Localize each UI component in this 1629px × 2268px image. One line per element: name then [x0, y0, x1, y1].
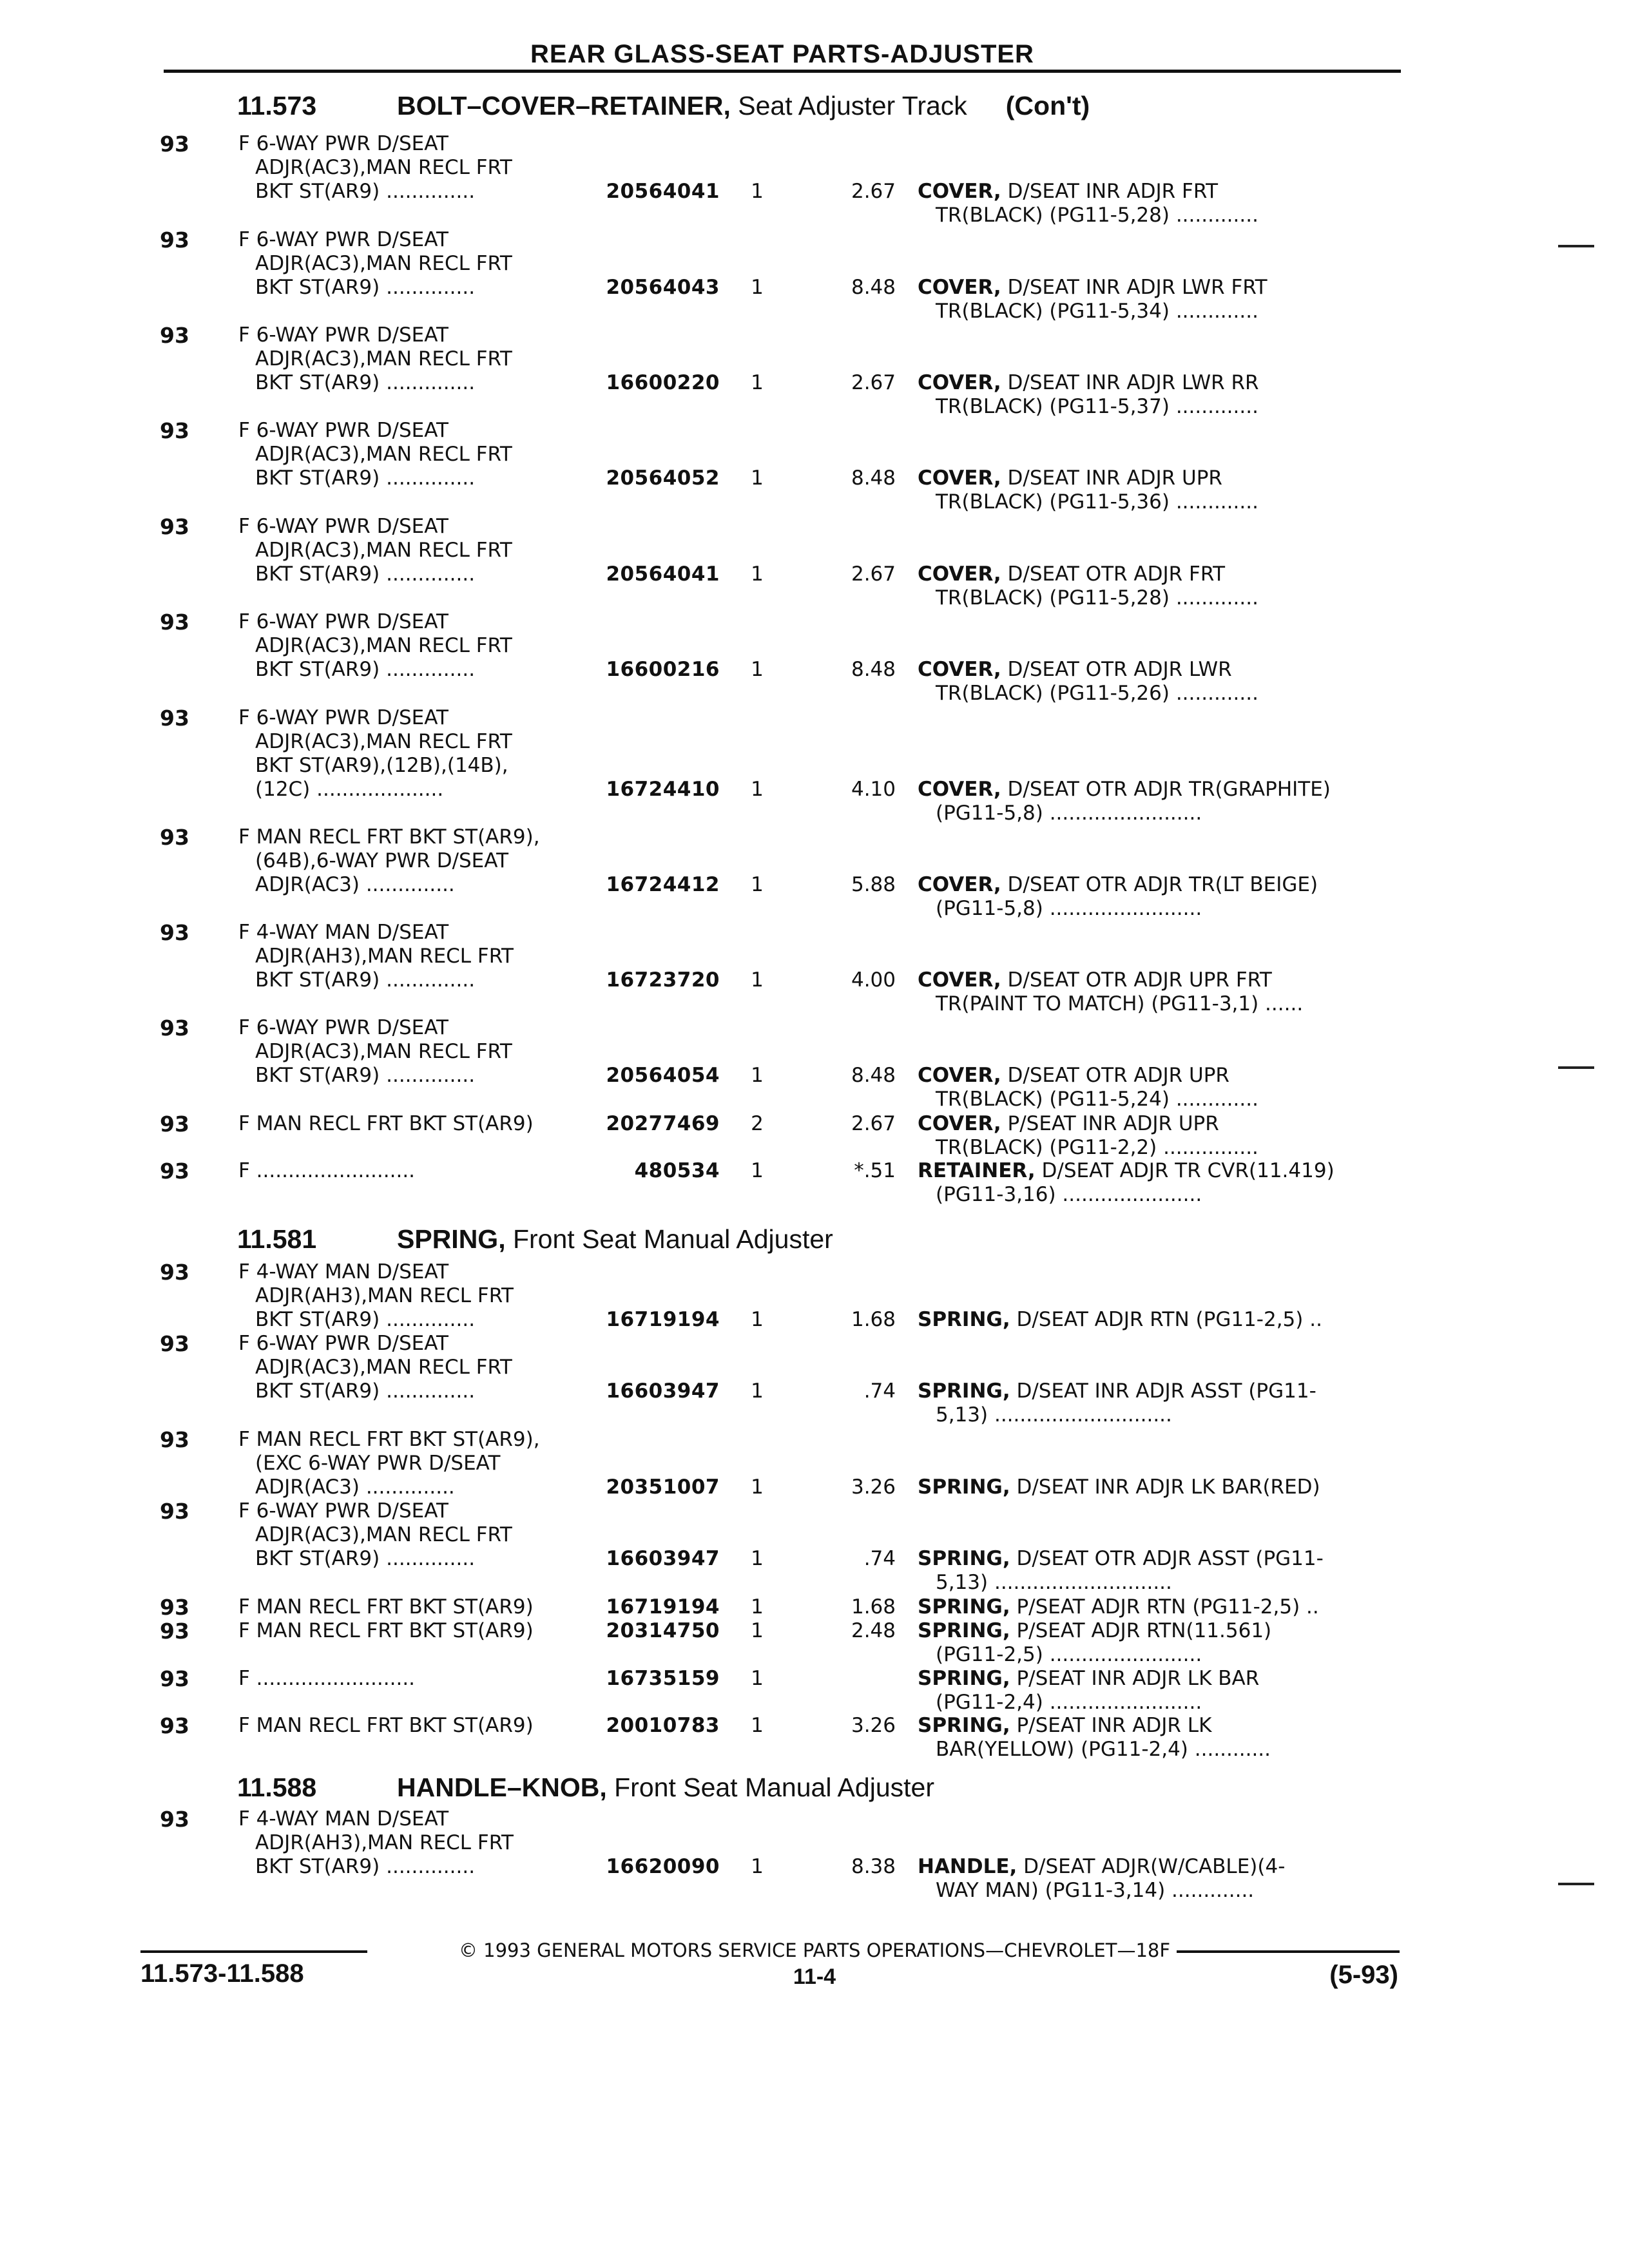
- usage-line: F 6-WAY PWR D/SEAT: [238, 419, 448, 442]
- part-description-block: [918, 1475, 1385, 1499]
- usage-line: F .........................: [238, 1159, 416, 1182]
- part-description: D/SEAT ADJR(W/CABLE)(4-: [1017, 1855, 1286, 1878]
- model-year: 93: [160, 1331, 189, 1356]
- part-description-cont: (PG11-2,5) ........................: [936, 1643, 1202, 1666]
- part-name: SPRING,: [918, 1595, 1010, 1619]
- section-name: BOLT–COVER–RETAINER,: [397, 91, 731, 120]
- quantity: 1: [751, 1159, 764, 1182]
- usage-text: [238, 1332, 586, 1403]
- part-description-line: [918, 1714, 1385, 1738]
- part-description-line: [918, 1064, 1385, 1088]
- quantity: 1: [751, 371, 764, 394]
- usage-line: BKT ST(AR9) ..............: [255, 1064, 476, 1087]
- usage-line: BKT ST(AR9) ..............: [255, 1308, 476, 1331]
- usage-line: BKT ST(AR9) ..............: [255, 466, 476, 490]
- usage-text: [238, 1714, 586, 1738]
- usage-line: (EXC 6-WAY PWR D/SEAT: [255, 1452, 501, 1475]
- part-description-cont: TR(BLACK) (PG11-5,28) .............: [936, 586, 1258, 610]
- usage-line: BKT ST(AR9) ..............: [255, 968, 476, 992]
- usage-line: BKT ST(AR9) ..............: [255, 1379, 476, 1403]
- usage-text: [238, 921, 586, 992]
- price: 4.00: [851, 968, 896, 992]
- footer-group-range: 11.573-11.588: [140, 1959, 304, 1988]
- price: 8.48: [851, 1064, 896, 1087]
- part-number: 20564043: [606, 276, 720, 299]
- part-description-block: [918, 1547, 1385, 1595]
- part-description-block: [918, 1379, 1385, 1427]
- part-description-cont: TR(BLACK) (PG11-5,36) .............: [936, 490, 1258, 514]
- part-name: COVER,: [918, 180, 1001, 203]
- part-number: 16600216: [606, 658, 720, 681]
- part-name: SPRING,: [918, 1308, 1010, 1331]
- part-description-cont: TR(BLACK) (PG11-2,2) ...............: [936, 1136, 1258, 1159]
- price: *.51: [854, 1159, 896, 1182]
- usage-text: [238, 1595, 586, 1619]
- part-name: COVER,: [918, 778, 1001, 801]
- part-description-line: [918, 1595, 1385, 1619]
- price: 8.48: [851, 466, 896, 490]
- part-description-block: [918, 276, 1385, 323]
- part-number: 16719194: [606, 1308, 720, 1331]
- usage-line: F MAN RECL FRT BKT ST(AR9): [238, 1619, 534, 1642]
- usage-line: ADJR(AC3),MAN RECL FRT: [255, 634, 512, 657]
- part-description-line: [918, 1855, 1385, 1879]
- part-description: D/SEAT ADJR RTN (PG11-2,5) ..: [1010, 1308, 1322, 1331]
- usage-line: (64B),6-WAY PWR D/SEAT: [255, 849, 509, 872]
- part-description: D/SEAT INR ADJR LK BAR(RED): [1010, 1475, 1320, 1499]
- part-description-block: [918, 1855, 1385, 1903]
- model-year: 93: [160, 825, 189, 850]
- part-number: 16724412: [606, 873, 720, 896]
- usage-line: ADJR(AC3),MAN RECL FRT: [255, 539, 512, 562]
- part-description-line: [918, 1475, 1385, 1499]
- model-year: 93: [160, 227, 189, 253]
- part-description-cont: (PG11-5,8) ........................: [936, 802, 1202, 825]
- part-description: D/SEAT OTR ADJR TR(LT BEIGE): [1001, 873, 1318, 896]
- part-name: COVER,: [918, 371, 1001, 394]
- part-number: 20351007: [606, 1475, 720, 1499]
- usage-line: BKT ST(AR9) ..............: [255, 1855, 476, 1878]
- usage-text: [238, 610, 586, 682]
- part-description-line: [918, 562, 1385, 586]
- part-description-line: [918, 1667, 1385, 1691]
- usage-line: F 6-WAY PWR D/SEAT: [238, 706, 448, 729]
- part-description-cont: WAY MAN) (PG11-3,14) .............: [936, 1879, 1255, 1902]
- usage-text: [238, 1499, 586, 1571]
- part-description-line: [918, 371, 1385, 395]
- part-number: 16719194: [606, 1595, 720, 1619]
- part-description-line: [918, 778, 1385, 802]
- model-year: 93: [160, 514, 189, 539]
- part-description-block: [918, 1159, 1385, 1207]
- part-description-block: [918, 1308, 1385, 1332]
- usage-line: F 6-WAY PWR D/SEAT: [238, 228, 448, 251]
- usage-line: ADJR(AC3),MAN RECL FRT: [255, 443, 512, 466]
- footer-date: (5-93): [1329, 1961, 1398, 1989]
- part-description-cont: 5,13) ............................: [936, 1403, 1172, 1427]
- price: 5.88: [851, 873, 896, 896]
- price: 1.68: [851, 1308, 896, 1331]
- quantity: 1: [751, 658, 764, 681]
- usage-line: ADJR(AC3),MAN RECL FRT: [255, 347, 512, 370]
- part-description-line: [918, 968, 1385, 992]
- usage-line: F MAN RECL FRT BKT ST(AR9): [238, 1112, 534, 1135]
- part-name: SPRING,: [918, 1475, 1010, 1499]
- usage-line: BKT ST(AR9),(12B),(14B),: [255, 754, 508, 777]
- quantity: 1: [751, 873, 764, 896]
- part-description-cont: TR(BLACK) (PG11-5,37) .............: [936, 395, 1258, 418]
- part-description-block: [918, 873, 1385, 921]
- quantity: 1: [751, 1714, 764, 1737]
- price: 2.67: [851, 371, 896, 394]
- part-description: D/SEAT OTR ADJR UPR FRT: [1001, 968, 1272, 992]
- part-number: 16723720: [606, 968, 720, 992]
- usage-line: BKT ST(AR9) ..............: [255, 658, 476, 681]
- model-year: 93: [160, 1595, 189, 1620]
- part-name: SPRING,: [918, 1667, 1010, 1690]
- part-description: D/SEAT OTR ADJR TR(GRAPHITE): [1001, 778, 1331, 801]
- part-description-cont: (PG11-5,8) ........................: [936, 897, 1202, 920]
- part-description-line: [918, 180, 1385, 204]
- section-heading: [237, 1221, 833, 1257]
- part-description-block: [918, 1064, 1385, 1111]
- part-name: SPRING,: [918, 1714, 1010, 1737]
- part-description-line: [918, 873, 1385, 897]
- part-number: 16620090: [606, 1855, 720, 1878]
- part-name: COVER,: [918, 466, 1001, 490]
- part-number: 20564054: [606, 1064, 720, 1087]
- part-description-cont: TR(BLACK) (PG11-5,28) .............: [936, 204, 1258, 227]
- usage-text: [238, 228, 586, 300]
- part-description: P/SEAT ADJR RTN (PG11-2,5) ..: [1010, 1595, 1319, 1619]
- part-description: P/SEAT INR ADJR LK BAR: [1010, 1667, 1260, 1690]
- part-description-cont: 5,13) ............................: [936, 1571, 1172, 1594]
- usage-line: ADJR(AC3),MAN RECL FRT: [255, 1356, 512, 1379]
- part-name: SPRING,: [918, 1619, 1010, 1642]
- quantity: 1: [751, 1308, 764, 1331]
- part-name: COVER,: [918, 276, 1001, 299]
- price: 8.38: [851, 1855, 896, 1878]
- part-description-line: [918, 466, 1385, 490]
- margin-mark: [1558, 1066, 1594, 1069]
- part-name: COVER,: [918, 1064, 1001, 1087]
- usage-text: [238, 419, 586, 490]
- page-title: REAR GLASS-SEAT PARTS-ADJUSTER: [530, 40, 1034, 68]
- margin-mark: [1558, 245, 1594, 247]
- model-year: 93: [160, 1499, 189, 1524]
- footer-rule-right: [1177, 1950, 1400, 1953]
- usage-line: F 4-WAY MAN D/SEAT: [238, 1260, 449, 1283]
- part-name: COVER,: [918, 562, 1001, 586]
- part-name: SPRING,: [918, 1547, 1010, 1570]
- part-number: 16603947: [606, 1379, 720, 1403]
- price: 2.67: [851, 562, 896, 586]
- part-description-block: [918, 968, 1385, 1016]
- part-description-cont: TR(BLACK) (PG11-5,24) .............: [936, 1088, 1258, 1111]
- model-year: 93: [160, 1427, 189, 1452]
- section-name: SPRING,: [397, 1224, 506, 1254]
- usage-text: [238, 1159, 586, 1183]
- part-name: SPRING,: [918, 1379, 1010, 1403]
- part-description-block: [918, 466, 1385, 514]
- margin-mark: [1558, 1883, 1594, 1885]
- part-description: D/SEAT INR ADJR ASST (PG11-: [1010, 1379, 1316, 1403]
- price: 2.48: [851, 1619, 896, 1642]
- model-year: 93: [160, 131, 189, 157]
- model-year: 93: [160, 706, 189, 731]
- price: 8.48: [851, 658, 896, 681]
- model-year: 93: [160, 1111, 189, 1137]
- model-year: 93: [160, 610, 189, 635]
- part-description-cont: (PG11-2,4) ........................: [936, 1691, 1202, 1714]
- part-number: 20564041: [606, 180, 720, 203]
- model-year: 93: [160, 920, 189, 945]
- part-description: D/SEAT INR ADJR LWR RR: [1001, 371, 1259, 394]
- part-description-line: [918, 1112, 1385, 1136]
- section-description: Front Seat Manual Adjuster: [505, 1224, 833, 1254]
- usage-text: [238, 323, 586, 395]
- part-description-block: [918, 1595, 1385, 1619]
- quantity: 1: [751, 1379, 764, 1403]
- quantity: 1: [751, 1667, 764, 1690]
- usage-line: BKT ST(AR9) ..............: [255, 180, 476, 203]
- usage-text: [238, 1667, 586, 1691]
- section-number: 11.581: [237, 1224, 317, 1254]
- model-year: 93: [160, 1807, 189, 1832]
- usage-line: ADJR(AC3),MAN RECL FRT: [255, 1523, 512, 1546]
- usage-line: F MAN RECL FRT BKT ST(AR9): [238, 1595, 534, 1619]
- usage-text: [238, 706, 586, 802]
- usage-line: ADJR(AH3),MAN RECL FRT: [255, 945, 514, 968]
- section-heading: [237, 88, 1090, 124]
- usage-line: BKT ST(AR9) ..............: [255, 562, 476, 586]
- footer-copyright: © 1993 GENERAL MOTORS SERVICE PARTS OPERATIONS—CHEVROLET—18F: [458, 1939, 1171, 1961]
- part-number: 16735159: [606, 1667, 720, 1690]
- quantity: 2: [751, 1112, 764, 1135]
- part-description-block: [918, 180, 1385, 227]
- part-number: 20564041: [606, 562, 720, 586]
- part-name: COVER,: [918, 658, 1001, 681]
- usage-line: ADJR(AC3),MAN RECL FRT: [255, 730, 512, 753]
- usage-line: BKT ST(AR9) ..............: [255, 1547, 476, 1570]
- usage-line: F 6-WAY PWR D/SEAT: [238, 132, 448, 155]
- part-number: 16724410: [606, 778, 720, 801]
- part-number: 20564052: [606, 466, 720, 490]
- quantity: 1: [751, 562, 764, 586]
- part-number: 20277469: [606, 1112, 720, 1135]
- usage-text: [238, 1260, 586, 1332]
- price: 2.67: [851, 1112, 896, 1135]
- part-description: D/SEAT OTR ADJR ASST (PG11-: [1010, 1547, 1324, 1570]
- usage-line: ADJR(AH3),MAN RECL FRT: [255, 1284, 514, 1307]
- quantity: 1: [751, 466, 764, 490]
- part-description: P/SEAT INR ADJR UPR: [1001, 1112, 1219, 1135]
- usage-line: ADJR(AC3),MAN RECL FRT: [255, 1040, 512, 1063]
- usage-text: [238, 515, 586, 586]
- part-number: 20314750: [606, 1619, 720, 1642]
- part-description: D/SEAT OTR ADJR UPR: [1001, 1064, 1229, 1087]
- section-description: Front Seat Manual Adjuster: [606, 1773, 934, 1802]
- part-description-block: [918, 1619, 1385, 1667]
- section-continued: (Con't): [1005, 91, 1090, 120]
- quantity: 1: [751, 778, 764, 801]
- section-name: HANDLE–KNOB,: [397, 1773, 607, 1802]
- usage-line: F 6-WAY PWR D/SEAT: [238, 1332, 448, 1355]
- footer-page-number: 11-4: [793, 1965, 836, 1989]
- usage-line: F 6-WAY PWR D/SEAT: [238, 515, 448, 538]
- part-name: COVER,: [918, 1112, 1001, 1135]
- part-description: P/SEAT ADJR RTN(11.561): [1010, 1619, 1272, 1642]
- part-description: D/SEAT OTR ADJR FRT: [1001, 562, 1226, 586]
- usage-line: ADJR(AC3) ..............: [255, 873, 455, 896]
- usage-line: F 6-WAY PWR D/SEAT: [238, 323, 448, 347]
- part-description-line: [918, 1379, 1385, 1403]
- usage-line: F MAN RECL FRT BKT ST(AR9),: [238, 1428, 540, 1451]
- usage-text: [238, 1619, 586, 1643]
- part-name: COVER,: [918, 873, 1001, 896]
- usage-line: ADJR(AC3),MAN RECL FRT: [255, 252, 512, 275]
- part-description-cont: TR(BLACK) (PG11-5,26) .............: [936, 682, 1258, 705]
- part-number: 480534: [634, 1159, 720, 1182]
- usage-line: F MAN RECL FRT BKT ST(AR9),: [238, 825, 540, 849]
- quantity: 1: [751, 276, 764, 299]
- usage-line: F 4-WAY MAN D/SEAT: [238, 921, 449, 944]
- part-number: 16600220: [606, 371, 720, 394]
- part-description: D/SEAT INR ADJR UPR: [1001, 466, 1222, 490]
- part-name: RETAINER,: [918, 1159, 1036, 1182]
- section-heading: [237, 1769, 934, 1805]
- model-year: 93: [160, 1015, 189, 1041]
- model-year: 93: [160, 1260, 189, 1285]
- part-description-block: [918, 778, 1385, 825]
- price: .74: [863, 1379, 896, 1403]
- section-description: Seat Adjuster Track: [730, 91, 967, 120]
- part-description-line: [918, 658, 1385, 682]
- model-year: 93: [160, 323, 189, 348]
- section-number: 11.588: [237, 1773, 317, 1802]
- part-number: 20010783: [606, 1714, 720, 1737]
- usage-line: ADJR(AC3) ..............: [255, 1475, 455, 1499]
- quantity: 1: [751, 1619, 764, 1642]
- part-description-block: [918, 371, 1385, 419]
- part-number: 16603947: [606, 1547, 720, 1570]
- part-name: COVER,: [918, 968, 1001, 992]
- part-description-block: [918, 1112, 1385, 1160]
- part-description-cont: (PG11-3,16) ......................: [936, 1183, 1202, 1206]
- usage-text: [238, 825, 586, 897]
- part-name: HANDLE,: [918, 1855, 1017, 1878]
- usage-line: F 6-WAY PWR D/SEAT: [238, 1016, 448, 1039]
- model-year: 93: [160, 1619, 189, 1644]
- model-year: 93: [160, 418, 189, 443]
- usage-line: F 4-WAY MAN D/SEAT: [238, 1807, 449, 1831]
- price: 1.68: [851, 1595, 896, 1619]
- usage-line: (12C) ....................: [255, 778, 444, 801]
- part-description-block: [918, 658, 1385, 706]
- model-year: 93: [160, 1666, 189, 1691]
- part-description: P/SEAT INR ADJR LK: [1010, 1714, 1212, 1737]
- quantity: 1: [751, 968, 764, 992]
- usage-text: [238, 132, 586, 204]
- usage-text: [238, 1112, 586, 1136]
- part-description: D/SEAT INR ADJR LWR FRT: [1001, 276, 1268, 299]
- part-description-line: [918, 1308, 1385, 1332]
- usage-text: [238, 1016, 586, 1088]
- usage-text: [238, 1807, 586, 1879]
- part-description-cont: TR(BLACK) (PG11-5,34) .............: [936, 300, 1258, 323]
- model-year: 93: [160, 1158, 189, 1184]
- price: .74: [863, 1547, 896, 1570]
- part-description-block: [918, 562, 1385, 610]
- title-rule: [164, 70, 1401, 73]
- price: 2.67: [851, 180, 896, 203]
- price: 4.10: [851, 778, 896, 801]
- price: 8.48: [851, 276, 896, 299]
- part-description-block: [918, 1667, 1385, 1715]
- quantity: 1: [751, 180, 764, 203]
- usage-line: ADJR(AC3),MAN RECL FRT: [255, 156, 512, 179]
- quantity: 1: [751, 1064, 764, 1087]
- quantity: 1: [751, 1595, 764, 1619]
- section-number: 11.573: [237, 91, 317, 120]
- quantity: 1: [751, 1855, 764, 1878]
- usage-line: ADJR(AH3),MAN RECL FRT: [255, 1831, 514, 1854]
- part-description-line: [918, 276, 1385, 300]
- part-description-line: [918, 1159, 1385, 1183]
- quantity: 1: [751, 1547, 764, 1570]
- usage-line: BKT ST(AR9) ..............: [255, 371, 476, 394]
- part-description: D/SEAT ADJR TR CVR(11.419): [1035, 1159, 1335, 1182]
- quantity: 1: [751, 1475, 764, 1499]
- model-year: 93: [160, 1713, 189, 1738]
- part-description-cont: TR(PAINT TO MATCH) (PG11-3,1) ......: [936, 992, 1304, 1015]
- price: 3.26: [851, 1714, 896, 1737]
- part-description-line: [918, 1547, 1385, 1571]
- part-description-block: [918, 1714, 1385, 1762]
- usage-line: F 6-WAY PWR D/SEAT: [238, 610, 448, 633]
- price: 3.26: [851, 1475, 896, 1499]
- part-description: D/SEAT INR ADJR FRT: [1001, 180, 1219, 203]
- usage-text: [238, 1428, 586, 1499]
- part-description-line: [918, 1619, 1385, 1643]
- part-description-cont: BAR(YELLOW) (PG11-2,4) ............: [936, 1738, 1271, 1761]
- part-description: D/SEAT OTR ADJR LWR: [1001, 658, 1232, 681]
- usage-line: F .........................: [238, 1667, 416, 1690]
- usage-line: F 6-WAY PWR D/SEAT: [238, 1499, 448, 1523]
- usage-line: F MAN RECL FRT BKT ST(AR9): [238, 1714, 534, 1737]
- usage-line: BKT ST(AR9) ..............: [255, 276, 476, 299]
